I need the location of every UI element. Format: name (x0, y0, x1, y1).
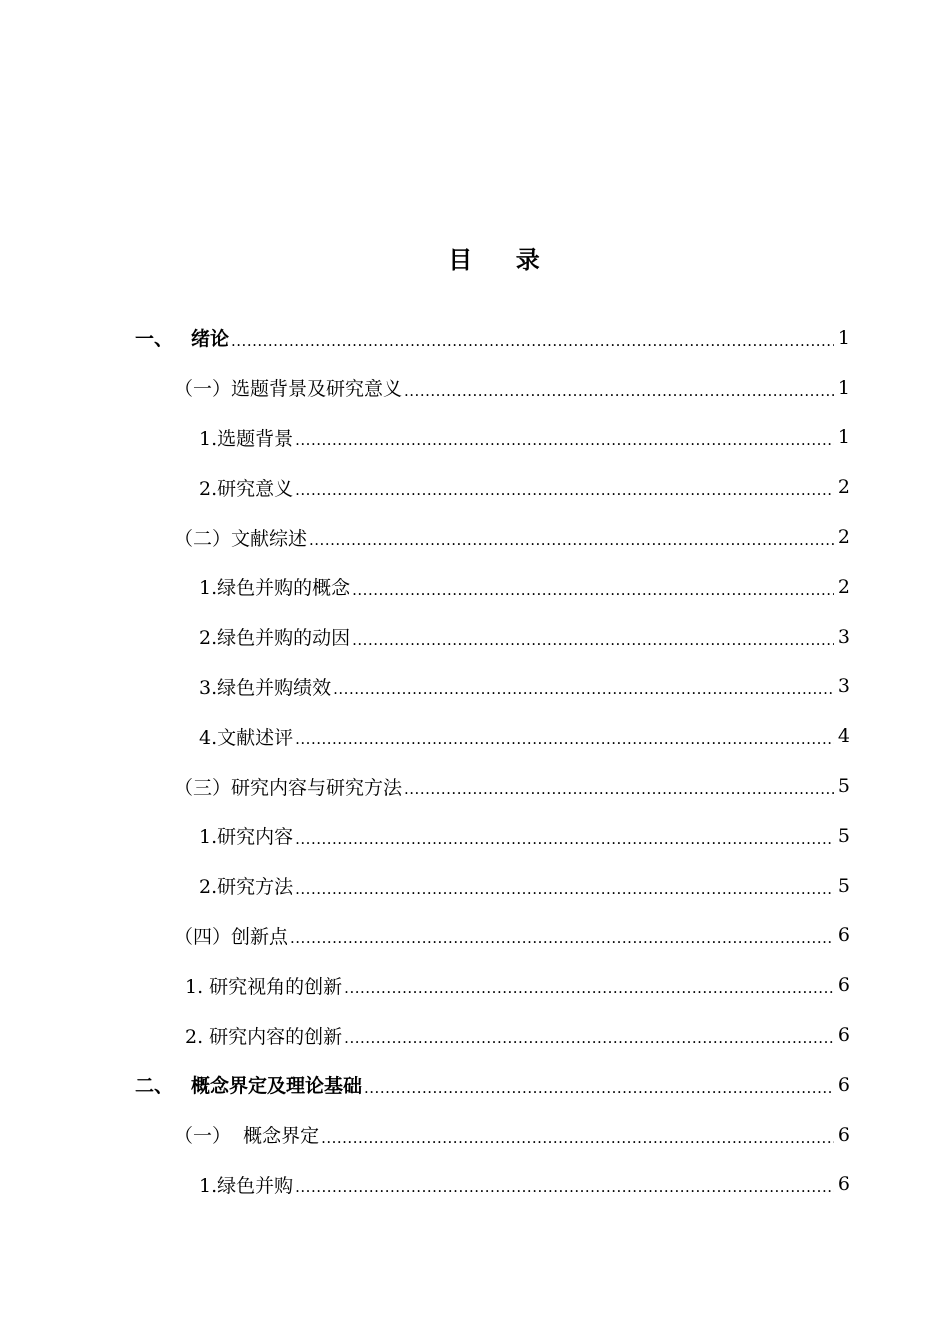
toc-entry-page: 6 (837, 1024, 850, 1047)
toc-entry-label: 2.绿色并购的动因 (199, 623, 352, 650)
toc-entry[interactable] (0, 1060, 950, 1110)
toc-entry[interactable] (0, 960, 950, 1010)
toc-entry-label: 2.研究意义 (199, 474, 295, 501)
toc-entry-label: （二）文献综述 (174, 524, 309, 551)
toc-leader-dots (352, 631, 834, 649)
toc-leader-dots (404, 382, 834, 400)
toc-entry-label: 1.研究内容 (199, 822, 295, 849)
toc-entry-page: 6 (837, 924, 850, 947)
toc-entry[interactable] (0, 711, 950, 761)
toc-entry[interactable] (0, 363, 950, 413)
toc-entry-label: 2. 研究内容的创新 (185, 1022, 344, 1049)
toc-entry[interactable] (0, 662, 950, 712)
toc-entry[interactable] (0, 1010, 950, 1060)
toc-entry-page: 4 (837, 725, 850, 748)
toc-entry-label: 4.文献述评 (199, 723, 295, 750)
toc-entry-page: 5 (837, 775, 850, 798)
toc-entry[interactable] (0, 911, 950, 961)
toc-entry-page: 1 (837, 376, 850, 399)
toc-entry-page: 2 (837, 526, 850, 549)
toc-entry[interactable] (0, 811, 950, 861)
toc-leader-dots (295, 880, 834, 898)
toc-leader-dots (295, 1178, 834, 1196)
toc-entry-label: 绪论 (191, 324, 231, 351)
toc-entry-label: 1. 研究视角的创新 (185, 972, 344, 999)
toc-leader-dots (295, 481, 834, 499)
toc-entry-page: 2 (837, 575, 850, 598)
toc-entry-page: 2 (837, 476, 850, 499)
toc-entry-label: 1.绿色并购 (199, 1171, 295, 1198)
toc-entry-number: 二、 (135, 1075, 174, 1098)
toc-entry-number: 一、 (135, 328, 174, 351)
toc-entry[interactable] (0, 462, 950, 512)
toc-entry-page: 1 (837, 426, 850, 449)
toc-entry[interactable] (0, 761, 950, 811)
toc-leader-dots (344, 1029, 834, 1047)
toc-leader-dots (295, 431, 834, 449)
toc-entry-page: 5 (837, 824, 850, 847)
toc-leader-dots (321, 1129, 834, 1147)
toc-entry-label: 2.研究方法 (199, 872, 295, 899)
toc-leader-dots (344, 979, 834, 997)
toc-leader-dots (404, 780, 834, 798)
toc-entry-page: 6 (837, 1073, 850, 1096)
toc-entry-label: （四）创新点 (174, 922, 290, 949)
toc-leader-dots (352, 581, 834, 599)
toc-entry[interactable] (0, 413, 950, 463)
toc-entry-page: 6 (837, 974, 850, 997)
toc-entry-page: 3 (837, 675, 850, 698)
toc-leader-dots (309, 531, 834, 549)
toc-entry[interactable] (0, 612, 950, 662)
toc-entry-label: 3.绿色并购绩效 (199, 673, 333, 700)
toc-entry[interactable] (0, 562, 950, 612)
toc-entry-page: 6 (837, 1173, 850, 1196)
toc-entry-label: （三）研究内容与研究方法 (174, 773, 404, 800)
table-of-contents (0, 313, 950, 1209)
toc-entry-label: 概念界定及理论基础 (191, 1071, 364, 1098)
toc-entry[interactable] (0, 1160, 950, 1210)
toc-entry-page: 1 (837, 326, 850, 349)
toc-entry[interactable] (0, 512, 950, 562)
toc-entry-page: 5 (837, 874, 850, 897)
toc-leader-dots (295, 730, 834, 748)
toc-leader-dots (333, 680, 834, 698)
toc-entry-page: 6 (837, 1123, 850, 1146)
toc-entry-label: （一） 概念界定 (174, 1121, 321, 1148)
toc-entry-page: 3 (837, 625, 850, 648)
toc-leader-dots (295, 830, 834, 848)
toc-entry[interactable] (0, 861, 950, 911)
toc-entry[interactable] (0, 1110, 950, 1160)
toc-leader-dots (290, 929, 834, 947)
toc-entry-label: 1.选题背景 (199, 424, 295, 451)
toc-leader-dots (231, 332, 834, 350)
toc-entry-label: （一）选题背景及研究意义 (174, 374, 404, 401)
toc-entry[interactable] (0, 313, 950, 363)
page-title: 目 录 (448, 246, 542, 274)
toc-leader-dots (364, 1079, 834, 1097)
toc-entry-label: 1.绿色并购的概念 (199, 573, 352, 600)
